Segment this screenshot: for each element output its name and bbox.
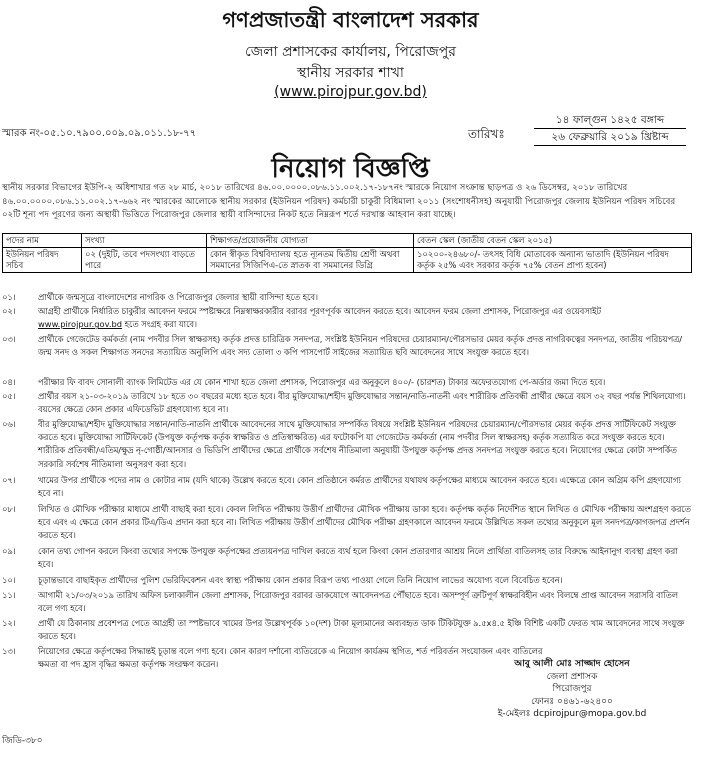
signature-block [452,658,692,721]
condition-item [2,474,692,500]
condition-item [2,333,692,359]
cell-post: ইউনিয়ন পরিষদ সচিব [3,248,82,273]
condition-number: ০৯। [2,546,16,556]
condition-text: বীর মুক্তিযোদ্ধা/শহীদ মুক্তিযোদ্ধার সন্তান/নাতি-নাতনি প্রার্থীকে আবেদনের সাথে মুক্তিযোদ্ধার সম্পর্কিত বিষয়ে সংশ্লিষ্ট ইউনিয়ন পরিষদের চেয়ারম্যান/পৌরসভার মেয়র কর্তৃক প্রদত্ত সার্টিফিকেট সংযুক্ত করতে হবে। মুক্তিযোদ্ধা সার্টিফিকেট (উপযুক্ত কর্তৃপক্ষ কর্তৃক স্বাক্ষরিত ও প্রতিস্বাক্ষরিত) এর ফটোকপি যা গেজেটেড কর্মকর্তা (নাম পদবীর সিল স্বাক্ষরসহ) কর্তৃক সত্যায়িত করে সংযুক্ত করতে হবে। শারীরিক প্রতিবন্ধী/এতিম/ক্ষুদ্র নৃ-গোষ্ঠী/আনসার ও ভিডিপি প্রার্থীদের ক্ষেত্রে প্রার্থীকে সর্বশেষ নীতিমালা অনুযায়ী উপযুক্ত কর্তৃপক্ষ প্রদত্ত সনদপত্র সংযুক্ত করতে হবে। নিয়োগের ক্ষেত্রে কোটা সম্পর্কিত সরকারি সর্বশেষ নীতিমালা অনুসরণ করা হবে। [38,419,677,469]
condition-text: চূড়ান্তভাবে বাছাইকৃত প্রার্থীদের পুলিশ ভেরিফিকেশন এবং স্বাস্থ্য পরীক্ষায় কোন প্রকার বিরূপ তথ্য পাওয়া গেলে তিনি নিয়োগ লাভের অযোগ্য বলে বিবেচিত হবেন। [38,575,563,585]
condition-item [2,376,692,389]
condition-text: পরীক্ষার ফি বাবদ সোনালী ব্যাংক লিমিটেড এর যে কোন শাখা হতে জেলা প্রশাসক, পিরোজপুর এর অনুকূলে ৪০০/- (চারশত) টাকার অফেরতযোগ্য পে-অর্ডার জমা দিতে হবে। [38,377,606,387]
table-header-row [3,234,692,248]
condition-item [2,545,692,571]
notice-title: নিয়োগ বিজ্ঞপ্তি [271,154,430,184]
condition-number: ০৭। [2,475,16,485]
signatory-phone: ফোনঃ ০৪৬১-৬২৪০০ [531,696,613,707]
condition-item [2,589,692,615]
condition-number: ০৮। [2,504,16,514]
condition-text: প্রার্থীকে গেজেটেড কর্মকর্তা (নাম পদবীর সিল স্বাক্ষরসহ) কর্তৃক প্রদত্ত চারিত্রিক সনদপত্র, সংশ্লিষ্ট ইউনিয়ন পরিষদের চেয়ারম্যান/পৌরসভার মেয়র কর্তৃক প্রদত্ত নাগরিকত্বের সনদপত্র, জাতীয় পরিচয়পত্র/জন্ম সনদ ও সকল শিক্ষাগত সনদের সত্যায়িত অনুলিপি এবং সদ্য তোলা ৩ কপি পাসপোর্ট সাইজের সত্যায়িত ছবি আবেদনের সাথে সংযুক্ত করতে হবে। [38,334,683,358]
condition-item [2,418,692,471]
signatory-designation: জেলা প্রশাসক [546,671,598,682]
condition-text: লিখিত ও মৌখিক পরীক্ষার মাধ্যমে প্রার্থী বাছাই করা হবে। কেবল লিখিত পরীক্ষায় উত্তীর্ণ প্রার্থীদের মৌখিক পরীক্ষায় ডাকা হবে। কর্তৃপক্ষ কর্তৃক নির্দেশিত স্থানে লিখিত ও মৌখিক পরীক্ষায় অংশগ্রহণ করতে হবে এবং এ ক্ষেত্রে কোন প্রকার টিএ/ডিএ প্রদান করা হবে না। লিখিত পরীক্ষায় উত্তীর্ণ প্রার্থীদের মৌখিক পরীক্ষা গ্রহণকালে আবেদন ফরমে উল্লিখিত সকল তথ্যের অনুকূলে মূল সনদপত্র/কাগজপত্র প্রদর্শন করতে হবে। [38,504,691,541]
intro-paragraph: স্থানীয় সরকার বিভাগের ইউপি-২ অধিশাখার গত ২৮ মার্চ, ২০১৮ তারিখের ৪৬.০০.০০০০.০৮৬.১১.০০২.১৭-১৮৭নং স্মারকে নিয়োগ সংক্রান্ত ছাড়পত্র ও ২৬ ডিসেম্বর, ২০১৮ তারিখের ৪৬.০০.০০০০.০৮৬.১১.০০২.১৭-৬৬২ নং স্মারকের আলোকে স্থানীয় সরকার (ইউনিয়ন পরিষদ) কর্মচারী চাকুরী বিধিমালা ২০১১ (সংশোধনীসহ) অনুযায়ী পিরোজপুর জেলায় ইউনিয়ন পরিষদ সচিবের ০২টি শূন্য পদ পূরণের জন্য অস্থায়ী ভিত্তিতে পিরোজপুর জেলার স্থায়ী বাসিন্দাদের নিকট হতে নিম্নরূপ শর্তে দরখাস্ত আহবান করা যাচ্ছে। [2,183,676,220]
condition-text: প্রার্থীকে জন্মসূত্রে বাংলাদেশের নাগরিক ও পিরোজপুর জেলার স্থায়ী বাসিন্দা হতে হবে। [38,292,318,302]
cell-qualification: কোন স্বীকৃত বিশ্ববিদ্যালয় হতে ন্যূনতম দ্বিতীয় শ্রেণী অথবা সমমানের সিজিপিএ-তে স্নাতক বা সমমানের ডিগ্রি [207,248,414,273]
condition-text: প্রার্থী যে ঠিকানায় প্রবেশপত্র পেতে আগ্রহী তা স্পষ্টভাবে খামের উপর উল্লেখপূর্বক ১০(দশ) টাকা মূল্যমানের অব্যবহৃত ডাক টিকিটযুক্ত ৯.৫x৪.৫ ইঞ্চি বিশিষ্ট একটি ফেরত খাম আবেদনের সাথে সংযুক্ত করতে হবে। [38,618,685,642]
condition-text: খামের উপর প্রার্থীকে পদের নাম ও কোটার নাম (যদি থাকে) উল্লেখ করতে হবে। কোন প্রতিষ্ঠানে কর্মরত প্রার্থীদের যথাযথ কর্তৃপক্ষের মাধ্যমে আবেদন করতে হবে। এক্ষেত্রে কোন অগ্রিম কপি গ্রহণযোগ্য হবে না। [38,475,681,499]
date-box [534,112,686,146]
condition-text [38,305,692,331]
condition-number: ০৬। [2,419,16,429]
condition-number: ০২। [2,306,16,316]
condition-text: কোন তথ্য গোপন করলে কিংবা তথ্যের সপক্ষে উপযুক্ত কর্তৃপক্ষের প্রত্যয়নপত্র দাখিল করতে ব্যর্থ হলে কিংবা কোন প্রতারণার আশ্রয় নিলে প্রার্থিতা বাতিলসহ তার বিরুদ্ধে আইনানুগ ব্যবস্থা গ্রহণ করা হবে। [38,546,678,570]
condition-item [2,390,692,416]
cell-count: ০২ (দুইটি, তবে পদসংখ্যা বাড়তে পারে [82,248,207,273]
signatory-name: আবু আলী মোঃ সাজ্জাদ হোসেন [514,659,630,669]
condition-text: প্রার্থীর বয়স ২১-০৩-২০১৯ তারিখে ১৮ হতে ৩০ বছরের মধ্যে হতে হবে। বীর মুক্তিযোদ্ধা/শহীদ মুক্তিযোদ্ধার সন্তান/নাতি-নাতনী এবং শারীরিক প্রতিবন্ধী প্রার্থীর ক্ষেত্রে বয়স ৩২ বছর পর্যন্ত শিথিলযোগ্য। বয়সের ক্ষেত্রে কোন প্রকার এফিডেভিট গ্রহণযোগ্য হবে না। [38,391,686,415]
condition-number: ১৩। [2,646,16,656]
signatory-district: পিরোজপুর [552,684,592,694]
memo-number: স্মারক নং-০৫.১০.৭৯০০.০০৯.০৯.০১১.১৮-৭৭ [2,128,197,139]
office-name: জেলা প্রশাসকের কার্যালয়, পিরোজপুর [245,44,456,60]
condition-text-main: আগ্রহী প্রার্থীকে নির্ধারিত চাকুরীর আবেদন ফরমে স্পষ্টাক্ষরে নিম্নস্বাক্ষরকারীর বরাবর পূরণপূর্বক আবেদন করতে হবে। আবেদন ফরম জেলা প্রশাসক, পিরোজপুর এর ওয়েবসাইট [38,306,601,316]
condition-item [2,574,692,587]
condition-number: ০৫। [2,391,16,401]
table-row [3,248,692,273]
signatory-email[interactable]: ই-মেইলঃ dcpirojpur@mopa.gov.bd [497,709,647,719]
condition-number: ১২। [2,618,16,628]
branch-name: স্থানীয় সরকার শাখা [297,65,404,81]
date-bangla: ১৪ ফাল্গুন ১৪২৫ বঙ্গাব্দ [534,112,686,129]
condition-number: ০৩। [2,334,16,344]
form-website-link[interactable]: www.pirojpur.gov.bd [38,319,123,330]
condition-item [2,291,692,304]
condition-number: ০৪। [2,377,16,387]
header-count: সংখ্যা [82,234,207,248]
cell-salary: ১০২০০-২৪৬৮০/- তৎসহ বিধি মোতাবেক অন্যান্য ভাতাদি (ইউনিয়ন পরিষদ কর্তৃক ২৫% এবং সরকার কর্তৃক ৭৫% বেতন প্রাপ্য হবেন) [414,248,692,273]
header-post: পদের নাম [3,234,82,248]
government-title: গণপ্রজাতন্ত্রী বাংলাদেশ সরকার [222,8,479,32]
post-table [2,233,692,273]
condition-item [2,503,692,543]
condition-text: আগামী ২১/০৩/২০১৯ তারিখ অফিস চলাকালীন জেলা প্রশাসক, পিরোজপুর বরাবর ডাকযোগে আবেদনপত্র পৌঁছাতে হবে। অসম্পূর্ণ ত্রুটিপূর্ণ স্বাক্ষরবিহীন এবং বিলম্বে প্রাপ্ত আবেদন সরাসরি বাতিল বলে গণ্য হবে। [38,590,678,614]
condition-text: নিয়োগের ক্ষেত্রে কর্তৃপক্ষের সিদ্ধান্তই চূড়ান্ত বলে গণ্য হবে। কোন কারণ দর্শানো ব্যতিরেকে এ নিয়োগ কার্যক্রম স্থগিত, শর্ত পরিবর্তন সংযোজন এবং বাতিলের ক্ষমতা বা পদ হ্রাস বৃদ্ধির ক্ষমতা কর্তৃপক্ষ সংরক্ষণ করেন। [38,646,543,670]
condition-number: ১১। [2,590,16,600]
header-qualification: শিক্ষাগত/প্রয়োজনীয় যোগ্যতা [207,234,414,248]
footer-code: জিডি-৩৮০ [2,736,43,746]
date-label: তারিখঃ [468,127,505,141]
condition-number: ১০। [2,575,16,585]
condition-text-tail: হতে সংগ্রহ করা যাবে। [122,319,197,330]
website-link[interactable]: (www.pirojpur.gov.bd) [274,84,427,100]
date-english: ২৬ ফেব্রুয়ারি ২০১৯ খ্রিষ্টাব্দ [534,129,686,146]
condition-number: ০১। [2,292,16,302]
condition-item [2,305,692,331]
condition-item [2,617,692,643]
header-salary: বেতন স্কেল (জাতীয় বেতন স্কেল ২০১৫) [414,234,692,248]
